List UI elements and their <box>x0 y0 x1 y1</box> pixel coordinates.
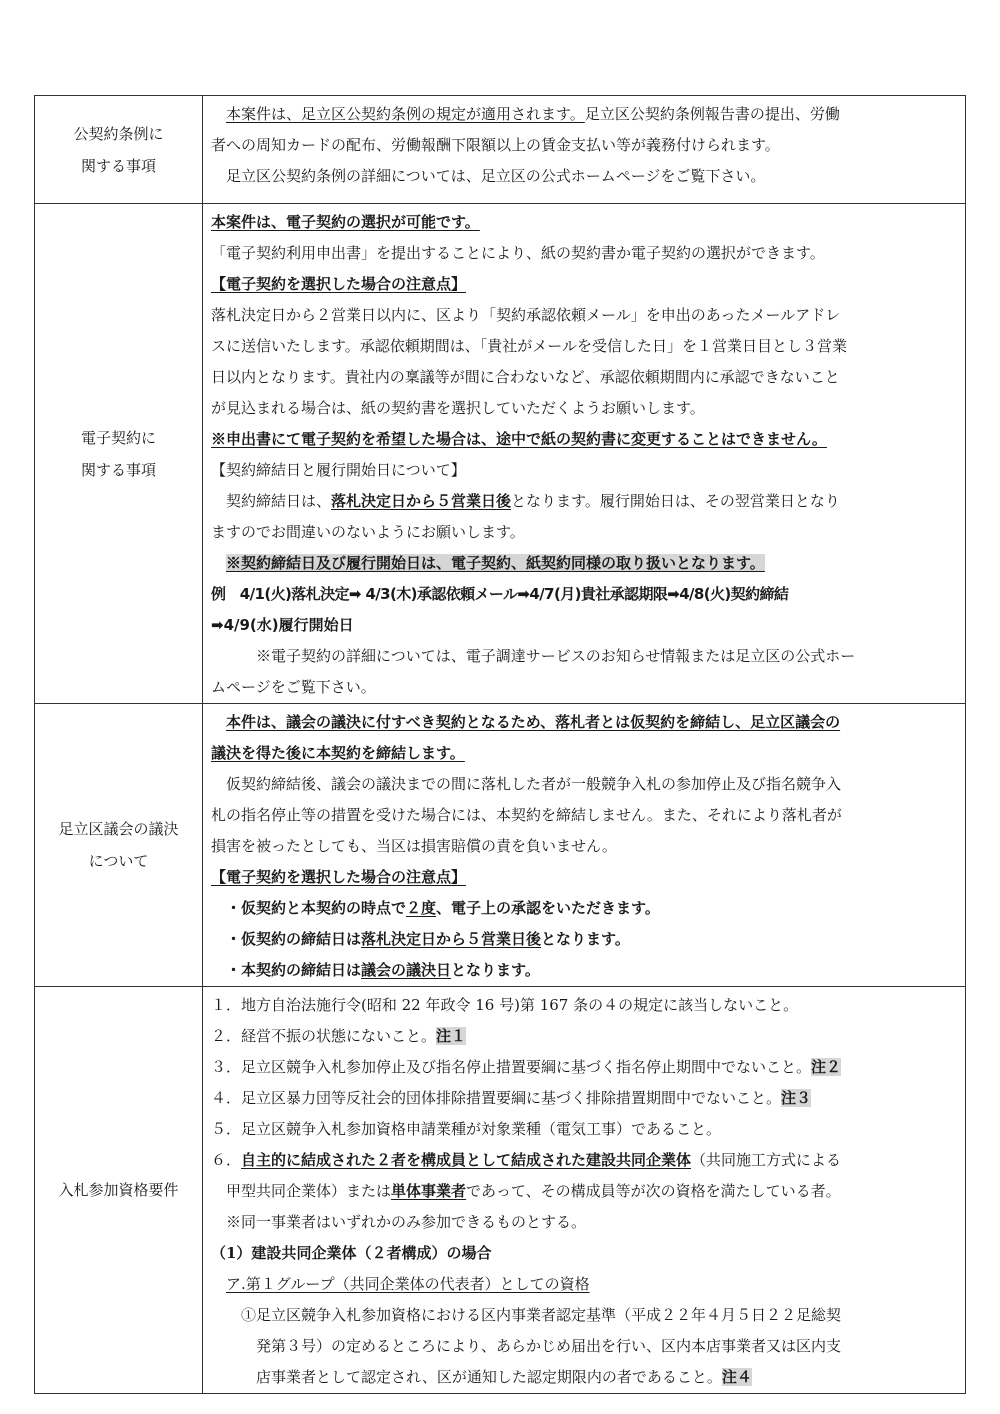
label-line: 電子契約に <box>80 428 156 447</box>
conditions-table <box>34 95 966 1394</box>
label-line: について <box>88 852 149 870</box>
content-text: ・仮契約の締結日は <box>226 930 362 948</box>
content-line <box>211 1052 959 1083</box>
content-line <box>211 548 959 579</box>
content-text: となります。 <box>451 961 540 979</box>
content-line <box>211 1021 959 1052</box>
content-line: 「電子契約利用申出書」を提出することにより、紙の契約書か電子契約の選択ができます。 <box>211 244 825 262</box>
note-badge: 注１ <box>436 1027 467 1045</box>
content-text: ３．足立区競争入札参加停止及び指名停止措置要綱に基づく指名停止期間中でないこと。 <box>211 1058 812 1076</box>
content-line: 足立区公契約条例の詳細については、足立区の公式ホームページをご覧下さい。 <box>226 167 766 185</box>
emphasis-text: 自主的に結成された２者を構成員として結成された建設共同企業体 <box>241 1151 692 1169</box>
table-row-council-resolution <box>35 704 966 987</box>
content-line: 【電子契約を選択した場合の注意点】 <box>211 275 467 293</box>
note-badge: 注２ <box>811 1058 842 1076</box>
emphasis-text: 本案件は、足立区公契約条例の規定が適用されます。 <box>226 105 585 123</box>
content-text: ・本契約の締結日は <box>226 961 362 979</box>
row-content <box>203 704 966 987</box>
content-line <box>211 1083 959 1114</box>
content-line: ムページをご覧下さい。 <box>211 678 376 696</box>
content-line: 者への周知カードの配布、労働報酬下限額以上の賃金支払い等が義務付けられます。 <box>211 136 780 154</box>
content-line: 【契約締結日と履行開始日について】 <box>211 461 466 479</box>
content-line: スに送信いたします。承認依頼期間は、「貴社がメールを受信した日」を１営業日目とし３営業 <box>211 337 848 355</box>
content-line: 仮契約締結後、議会の議決までの間に落札した者が一般競争入札の参加停止及び指名競争入 <box>226 775 842 793</box>
content-line: 日以内となります。貴社内の稟議等が間に合わないなど、承認依頼期間内に承認できないこと <box>211 368 840 386</box>
content-line: 札の指名停止等の措置を受けた場合には、本契約を締結しません。また、それにより落札者が <box>211 806 842 824</box>
content-line: ①足立区競争入札参加資格における区内事業者認定基準（平成２２年４月５日２２足総契 <box>241 1306 842 1324</box>
emphasis-text: 議会の議決日 <box>361 961 452 979</box>
emphasis-text: ２度 <box>406 899 437 917</box>
content-line <box>211 424 959 455</box>
label-line: 入札参加資格要件 <box>58 1181 179 1199</box>
content-text: ２．経営不振の状態にないこと。 <box>211 1027 437 1045</box>
content-line: 例 4/1(火)落札決定➡ 4/3(木)承認依頼メール➡4/7(月)貴社承認期限➡4/8(火)契約締結 <box>211 585 789 603</box>
content-line: ５．足立区競争入札参加資格申請業種が対象業種（電気工事）であること。 <box>211 1120 722 1138</box>
content-text: 途中で紙の契約書に変更することはできません。 <box>496 430 827 448</box>
content-line: ※電子契約の詳細については、電子調達サービスのお知らせ情報または足立区の公式ホー <box>256 647 856 665</box>
content-text: （共同施工方式による <box>691 1151 842 1169</box>
content-line <box>211 1145 959 1176</box>
content-line: ※同一事業者はいずれかのみ参加できるものとする。 <box>226 1213 587 1231</box>
content-line <box>211 1176 959 1207</box>
content-line <box>211 924 959 955</box>
content-text: であって、その構成員等が次の資格を満たしている者。 <box>466 1182 841 1200</box>
content-line: ア.第１グループ（共同企業体の代表者）としての資格 <box>226 1275 590 1293</box>
content-line <box>211 99 959 130</box>
content-text: 、電子上の承認をいただきます。 <box>436 899 660 917</box>
content-line: 【電子契約を選択した場合の注意点】 <box>211 868 467 886</box>
row-content <box>203 987 966 1394</box>
content-line: ➡4/9(水)履行開始日 <box>211 616 354 634</box>
emphasis-text: 落札決定日から５営業日後 <box>361 930 542 948</box>
content-text: 店事業者として認定され、区が通知した認定期限内の者であること。 <box>256 1368 722 1386</box>
content-text: 甲型共同企業体）または <box>226 1182 392 1200</box>
note-badge: 注４ <box>721 1368 752 1386</box>
content-line: 議決を得た後に本契約を締結します。 <box>211 744 465 762</box>
content-line <box>211 893 959 924</box>
row-label <box>35 96 203 204</box>
row-label <box>35 704 203 987</box>
content-line: 本案件は、電子契約の選択が可能です。 <box>211 213 480 231</box>
content-line: 損害を被ったとしても、当区は損害賠償の責を負いません。 <box>211 837 617 855</box>
label-line: 足立区議会の議決 <box>58 820 179 838</box>
content-line: ますのでお間違いのないようにお願いします。 <box>211 523 525 541</box>
content-text: ４．足立区暴力団等反社会的団体排除措置要綱に基づく排除措置期間中でないこと。 <box>211 1089 782 1107</box>
content-text: となります。 <box>541 930 630 948</box>
content-line <box>211 486 959 517</box>
content-line <box>211 955 959 986</box>
content-text: 契約締結日は、 <box>226 492 332 510</box>
content-line: 落札決定日から２営業日以内に、区より「契約承認依頼メール」を申出のあったメールアドレ <box>211 306 841 324</box>
content-text: ６． <box>211 1151 242 1169</box>
content-text: となります。履行開始日は、その翌営業日となり <box>511 492 840 510</box>
label-line: 関する事項 <box>80 156 156 175</box>
note-badge: 注３ <box>781 1089 812 1107</box>
content-text: ・仮契約と本契約の時点で <box>226 899 407 917</box>
table-row-bid-eligibility <box>35 987 966 1394</box>
label-line: 公契約条例に <box>73 124 164 143</box>
content-line: 発第３号）の定めるところにより、あらかじめ届出を行い、区内本店事業者又は区内支 <box>256 1337 842 1355</box>
content-line <box>211 1362 959 1393</box>
table-row-electronic-contract <box>35 204 966 704</box>
content-line: １．地方自治法施行令(昭和 22 年政令 16 号)第 167 条の４の規定に該当しないこと。 <box>211 996 799 1014</box>
table-row-public-contract-ordinance <box>35 96 966 204</box>
highlighted-notice: ※契約締結日及び履行開始日は、電子契約、紙契約同様の取り扱いとなります。 <box>226 554 765 572</box>
row-content <box>203 96 966 204</box>
content-text: 足立区公契約条例報告書の提出、労働 <box>584 105 840 123</box>
emphasis-text: 落札決定日から５営業日後 <box>331 492 512 510</box>
row-content <box>203 204 966 704</box>
content-text: ※申出書にて電子契約を希望した場合は、 <box>211 430 497 448</box>
row-label <box>35 204 203 704</box>
row-label <box>35 987 203 1394</box>
content-line: 本件は、議会の議決に付すべき契約となるため、落札者とは仮契約を締結し、足立区議会の <box>226 713 841 731</box>
emphasis-text: 単体事業者 <box>391 1182 467 1200</box>
content-line: が見込まれる場合は、紙の契約書を選択していただくようお願いします。 <box>211 399 705 417</box>
content-line: （1）建設共同企業体（２者構成）の場合 <box>211 1244 492 1262</box>
label-line: 関する事項 <box>80 460 156 479</box>
